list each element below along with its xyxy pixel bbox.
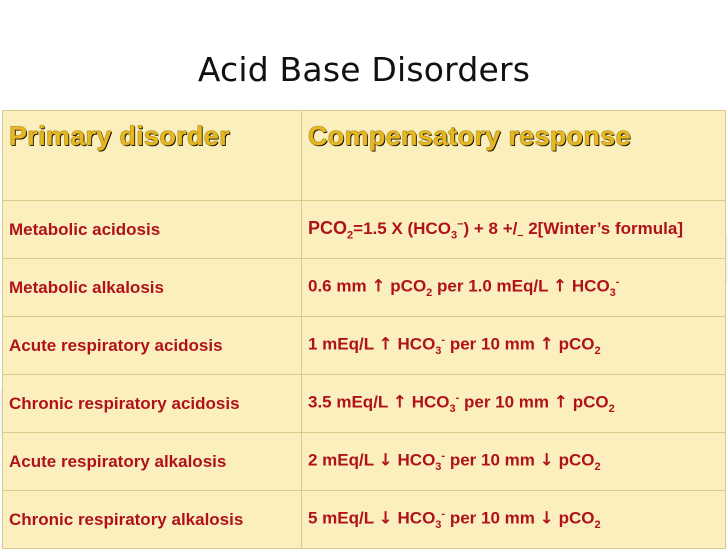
- response-cell: 0.6 mm ↑ pCO$_2$ per 1.0 mEq/L ↑ $HCO_3^-$: [302, 259, 726, 317]
- response-cell: 2 mEq/L ↓ $HCO_3^-$ per 10 mm ↓ pCO$_2$: [302, 433, 726, 491]
- disorder-table: [2, 110, 726, 549]
- up-arrow-icon: ↑: [539, 334, 554, 355]
- response-cell: 5 mEq/L ↓ $HCO_3^-$ per 10 mm ↓ pCO$_2$: [302, 491, 726, 549]
- disorder-cell: Chronic respiratory acidosis: [3, 375, 302, 433]
- up-arrow-icon: ↑: [371, 276, 386, 297]
- up-arrow-icon: ↑: [392, 392, 407, 413]
- response-cell: $PCO_2=1.5$ X $(HCO_3^-) + 8 +/_-$ 2[Winter’s formula]: [302, 201, 726, 259]
- disorder-cell: Metabolic alkalosis: [3, 259, 302, 317]
- header-primary-disorder: Primary disorder: [3, 111, 302, 201]
- disorder-cell: Acute respiratory alkalosis: [3, 433, 302, 491]
- table-row: [3, 491, 726, 549]
- table-row: [3, 259, 726, 317]
- down-arrow-icon: ↓: [378, 508, 393, 529]
- response-cell: 1 mEq/L ↑ $HCO_3^-$ per 10 mm ↑ pCO$_2$: [302, 317, 726, 375]
- down-arrow-icon: ↓: [539, 450, 554, 471]
- slide-title: Acid Base Disorders: [197, 50, 531, 89]
- table-row: [3, 433, 726, 491]
- down-arrow-icon: ↓: [378, 450, 393, 471]
- up-arrow-icon: ↑: [552, 276, 568, 297]
- table-row: [3, 375, 726, 433]
- table-row: [3, 201, 726, 259]
- up-arrow-icon: ↑: [553, 392, 569, 413]
- up-arrow-icon: ↑: [378, 334, 393, 355]
- header-compensatory-response: Compensatory response: [302, 111, 726, 201]
- table-row: [3, 317, 726, 375]
- table-header-row: [3, 111, 726, 201]
- down-arrow-icon: ↓: [539, 508, 554, 529]
- response-cell: 3.5 mEq/L ↑ $HCO_3^-$ per 10 mm ↑ pCO$_2$: [302, 375, 726, 433]
- disorder-cell: Acute respiratory acidosis: [3, 317, 302, 375]
- disorder-cell: Chronic respiratory alkalosis: [3, 491, 302, 549]
- disorder-cell: Metabolic acidosis: [3, 201, 302, 259]
